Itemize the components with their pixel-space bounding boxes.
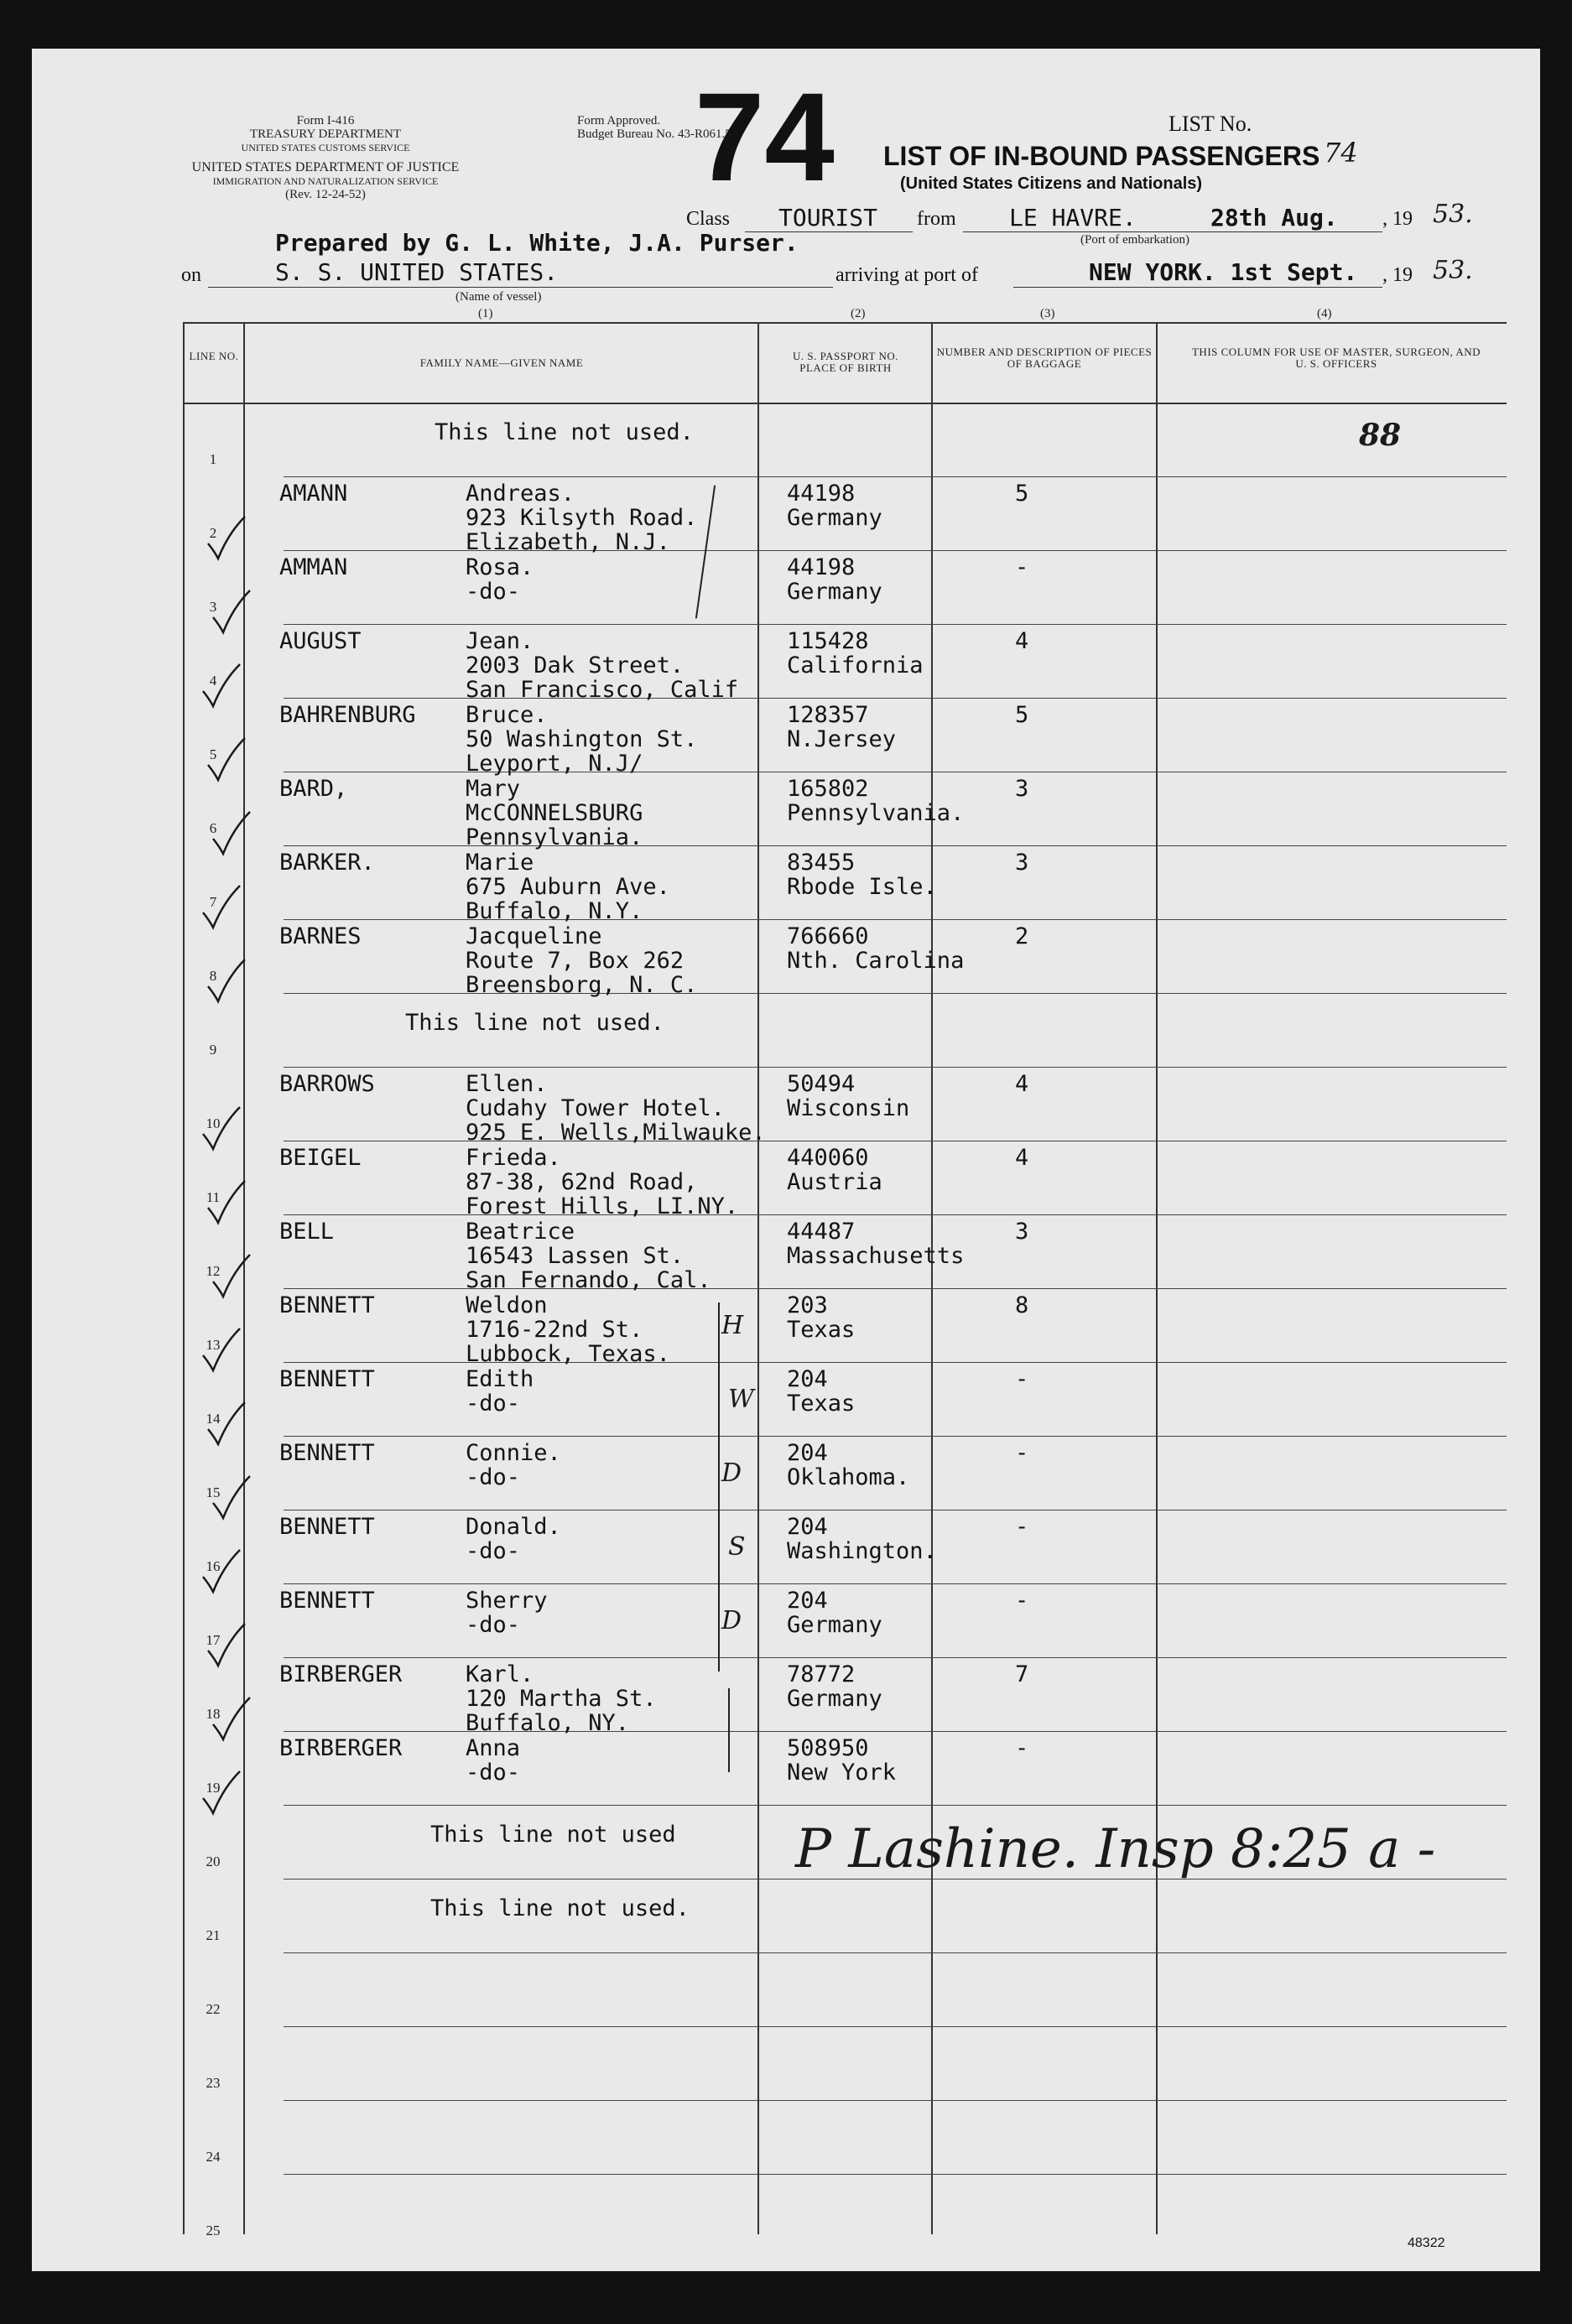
passport-number: 83455	[787, 850, 856, 876]
passport-birth	[787, 1515, 937, 1563]
row-divider	[284, 1805, 1507, 1806]
line-number: 5	[209, 746, 217, 762]
baggage-count: 3	[1015, 850, 1029, 876]
given-line: Buffalo, NY.	[466, 1710, 630, 1736]
given-line: 675 Auburn Ave.	[466, 874, 670, 900]
family-name: AUGUST	[279, 628, 362, 654]
line-number: 10	[206, 1115, 221, 1131]
place-of-birth: Rbode Isle.	[787, 874, 937, 900]
given-line: 87-38, 62nd Road,	[466, 1169, 698, 1195]
given-line: Mary	[466, 776, 521, 802]
check-mark-icon	[210, 1696, 252, 1743]
given-line: Edith	[466, 1366, 534, 1392]
check-mark-icon	[205, 1401, 247, 1448]
given-line: San Fernando, Cal.	[466, 1267, 711, 1293]
given-line: Elizabeth, N.J.	[466, 529, 670, 555]
given-line: Connie.	[466, 1440, 561, 1466]
check-mark-icon	[200, 1327, 242, 1374]
given-line: Sherry	[466, 1588, 548, 1614]
given-line: -do-	[466, 1538, 521, 1564]
passport-birth	[787, 1736, 896, 1785]
col-header-passport: U. S. PASSPORT NO. PLACE OF BIRTH	[793, 350, 898, 374]
given-name-address	[466, 1072, 766, 1145]
place-of-birth: Germany	[787, 1612, 882, 1638]
line-number: 3	[209, 599, 217, 615]
line-number: 11	[206, 1189, 221, 1205]
col-num-3: (3)	[1040, 307, 1055, 320]
list-big-number: 74	[695, 66, 835, 207]
family-name: BIRBERGER	[279, 1661, 403, 1687]
family-name: AMMAN	[279, 554, 348, 580]
family-mark: W	[728, 1385, 754, 1414]
given-name-address	[466, 1588, 548, 1637]
row-divider	[284, 1436, 1507, 1437]
given-line: Buffalo, N.Y.	[466, 898, 643, 924]
passport-birth	[787, 481, 882, 530]
line-number: 2	[209, 525, 217, 541]
departure-year: 53.	[1433, 200, 1473, 229]
line-number: 24	[206, 2149, 221, 2165]
place-of-birth: Germany	[787, 505, 882, 531]
given-line: -do-	[466, 1391, 521, 1417]
form-approved: Form Approved. Budget Bureau No. 43-R061.5	[577, 114, 731, 141]
given-line: Jacqueline	[466, 923, 602, 949]
port-of-embarkation-caption: (Port of embarkation)	[1080, 233, 1189, 247]
passport-number: 78772	[787, 1661, 856, 1687]
family-name: BEIGEL	[279, 1145, 362, 1171]
given-line: 925 E. Wells,Milwauke.	[466, 1120, 766, 1146]
family-mark: D	[721, 1606, 742, 1635]
given-line: 923 Kilsyth Road.	[466, 505, 698, 531]
baggage-count: 5	[1015, 481, 1029, 507]
given-line: Weldon	[466, 1292, 548, 1318]
passport-number: 766660	[787, 923, 869, 949]
given-line: Donald.	[466, 1514, 561, 1540]
check-mark-icon	[200, 1770, 242, 1817]
place-of-birth: Texas	[787, 1391, 856, 1417]
family-name: BARNES	[279, 923, 362, 949]
given-line: McCONNELSBURG	[466, 800, 643, 826]
col-header-family-name: FAMILY NAME—GIVEN NAME	[419, 356, 584, 369]
line-number: 20	[206, 1853, 221, 1869]
check-mark-icon	[205, 958, 247, 1005]
col-header-officers: THIS COLUMN FOR USE OF MASTER, SURGEON, AND U. S. OFFICERS	[1191, 346, 1481, 370]
line-number: 7	[209, 894, 217, 910]
page-title: LIST OF IN-BOUND PASSENGERS	[883, 141, 1320, 171]
family-name: BAHRENBURG	[279, 702, 416, 728]
given-line: 120 Martha St.	[466, 1686, 657, 1712]
baggage-count: 7	[1015, 1661, 1029, 1687]
officer-note-88: 88	[1359, 418, 1402, 453]
family-name: BARKER.	[279, 850, 375, 876]
given-line: Bruce.	[466, 702, 548, 728]
place-of-birth: Oklahoma.	[787, 1464, 910, 1490]
passport-number: 204	[787, 1366, 828, 1392]
col-header-baggage: NUMBER AND DESCRIPTION OF PIECES OF BAGGAGE	[936, 346, 1153, 370]
family-name: BENNETT	[279, 1292, 375, 1318]
family-name: BENNETT	[279, 1588, 375, 1614]
passport-birth	[787, 703, 896, 751]
page-subtitle: (United States Citizens and Nationals)	[900, 174, 1203, 193]
place-of-birth: New York	[787, 1760, 897, 1786]
signature: P Lashine. Insp 8:25 a -	[795, 1818, 1436, 1880]
passport-number: 128357	[787, 702, 869, 728]
line-number: 23	[206, 2075, 221, 2091]
place-of-birth: Texas	[787, 1317, 856, 1343]
arriving-label: arriving at port of	[835, 264, 978, 286]
passport-number: 440060	[787, 1145, 869, 1171]
line-number: 12	[206, 1263, 221, 1279]
baggage-count: 4	[1015, 1145, 1029, 1171]
col-num-2: (2)	[851, 307, 866, 320]
check-mark-icon	[205, 736, 247, 783]
check-mark-icon	[210, 810, 252, 857]
passport-number: 115428	[787, 628, 869, 654]
given-name-address	[466, 1441, 561, 1490]
passport-birth	[787, 1219, 964, 1268]
given-line: Andreas.	[466, 481, 575, 507]
place-of-birth: N.Jersey	[787, 726, 897, 752]
given-line: -do-	[466, 1760, 521, 1786]
given-name-address	[466, 777, 643, 850]
check-mark-icon	[210, 1253, 252, 1300]
place-of-birth: Massachusetts	[787, 1243, 965, 1269]
list-no-value: 74	[1324, 137, 1358, 169]
unused-line-text: This line not used.	[430, 1895, 690, 1921]
col-header-line-no: LINE NO.	[189, 350, 239, 362]
baggage-count: 2	[1015, 923, 1029, 949]
given-line: 16543 Lassen St.	[466, 1243, 684, 1269]
given-line: Beatrice	[466, 1219, 575, 1245]
row-divider	[284, 2100, 1507, 2101]
baggage-count: 4	[1015, 628, 1029, 654]
unused-line-text: This line not used.	[405, 1010, 664, 1036]
row-divider	[284, 624, 1507, 625]
col-num-1: (1)	[478, 307, 493, 320]
family-mark: H	[721, 1311, 744, 1340]
vessel-name: S. S. UNITED STATES.	[275, 258, 559, 286]
check-mark-icon	[200, 884, 242, 931]
family-name: BARROWS	[279, 1071, 375, 1097]
check-mark-icon	[205, 1622, 247, 1669]
unused-line-text: This line not used.	[435, 419, 694, 445]
given-line: Cudahy Tower Hotel.	[466, 1095, 725, 1121]
baggage-count: 8	[1015, 1292, 1029, 1318]
given-line: Route 7, Box 262	[466, 948, 684, 974]
given-line: Lubbock, Texas.	[466, 1341, 670, 1367]
place-of-birth: Nth. Carolina	[787, 948, 965, 974]
passport-birth	[787, 1441, 909, 1490]
line-number: 22	[206, 2001, 221, 2017]
check-mark-icon	[205, 515, 247, 562]
col-num-4: (4)	[1317, 307, 1332, 320]
given-name-address	[466, 703, 697, 776]
given-line: 50 Washington St.	[466, 726, 698, 752]
given-line: Pennsylvania.	[466, 824, 643, 850]
given-line: Jean.	[466, 628, 534, 654]
given-line: Leyport, N.J/	[466, 751, 643, 777]
line-number: 15	[206, 1484, 221, 1500]
passport-birth	[787, 1072, 909, 1120]
check-mark-icon	[200, 663, 242, 710]
family-bracket	[728, 1688, 730, 1772]
given-line: -do-	[466, 1612, 521, 1638]
place-of-birth: Washington.	[787, 1538, 937, 1564]
given-name-address	[466, 629, 738, 702]
passport-number: 508950	[787, 1735, 869, 1761]
list-no-label: LIST No.	[1169, 112, 1252, 136]
family-name: BELL	[279, 1219, 335, 1245]
check-mark-icon	[210, 589, 252, 636]
check-mark-icon	[205, 1179, 247, 1226]
passport-number: 50494	[787, 1071, 856, 1097]
line-number: 1	[209, 451, 217, 467]
family-name: BENNETT	[279, 1440, 375, 1466]
family-name: AMANN	[279, 481, 348, 507]
class-value: TOURIST	[778, 204, 878, 231]
passport-birth	[787, 777, 964, 825]
passport-number: 44487	[787, 1219, 856, 1245]
given-name-address	[466, 1367, 534, 1416]
line-number: 9	[209, 1042, 217, 1058]
family-name: BENNETT	[279, 1514, 375, 1540]
passport-birth	[787, 1293, 855, 1342]
given-name-address	[466, 1146, 738, 1219]
given-line: Marie	[466, 850, 534, 876]
manifest-page	[32, 49, 1540, 2271]
given-name-address	[466, 1736, 520, 1785]
line-number: 4	[209, 673, 217, 689]
passport-number: 204	[787, 1440, 828, 1466]
baggage-count: 3	[1015, 776, 1029, 802]
place-of-birth: Germany	[787, 1686, 882, 1712]
row-divider	[284, 2174, 1507, 2175]
line-number: 14	[206, 1411, 221, 1427]
family-name: BARD,	[279, 776, 348, 802]
vessel-caption: (Name of vessel)	[455, 290, 542, 304]
check-mark-icon	[210, 1474, 252, 1521]
footer-code: 48322	[1408, 2236, 1445, 2250]
family-mark: S	[728, 1532, 746, 1562]
prepared-by: Prepared by G. L. White, J.A. Purser.	[275, 229, 799, 257]
passport-birth	[787, 1146, 882, 1194]
given-name-address	[466, 1662, 657, 1735]
on-label: on	[181, 264, 201, 286]
passport-number: 204	[787, 1514, 828, 1540]
line-number: 21	[206, 1927, 221, 1943]
line-number: 6	[209, 820, 217, 836]
passport-birth	[787, 850, 937, 899]
given-line: -do-	[466, 579, 521, 605]
passport-number: 44198	[787, 481, 856, 507]
passport-birth	[787, 924, 964, 973]
line-number: 8	[209, 968, 217, 984]
passport-birth	[787, 1367, 855, 1416]
given-name-address	[466, 924, 697, 997]
line-number: 16	[206, 1558, 221, 1574]
baggage-count: 3	[1015, 1219, 1029, 1245]
arrival-port-date: NEW YORK. 1st Sept.	[1089, 258, 1358, 286]
place-of-birth: California	[787, 652, 924, 678]
form-header-left: Form I-416 TREASURY DEPARTMENT UNITED STATES CUSTOMS SERVICE UNITED STATES DEPARTMENT OF JUSTICE IMMIGRATION AND NATURALIZATION SERVICE (Rev. 12-24-52)	[191, 114, 460, 201]
given-line: Karl.	[466, 1661, 534, 1687]
passport-number: 44198	[787, 554, 856, 580]
arrival-year-prefix: , 19	[1382, 264, 1413, 286]
given-line: Rosa.	[466, 554, 534, 580]
passport-number: 204	[787, 1588, 828, 1614]
place-of-birth: Austria	[787, 1169, 882, 1195]
passport-birth	[787, 555, 882, 604]
line-number: 19	[206, 1780, 221, 1796]
baggage-count: 4	[1015, 1071, 1029, 1097]
departure-date: 28th Aug.	[1210, 204, 1338, 231]
given-line: Breensborg, N. C.	[466, 972, 698, 998]
baggage-count: -	[1015, 1514, 1029, 1540]
given-name-address	[466, 1293, 670, 1366]
row-divider	[284, 1657, 1507, 1658]
row-divider	[284, 476, 1507, 477]
place-of-birth: Pennsylvania.	[787, 800, 965, 826]
given-line: 1716-22nd St.	[466, 1317, 643, 1343]
line-number: 17	[206, 1632, 221, 1648]
given-name-address	[466, 481, 697, 554]
baggage-count: -	[1015, 1588, 1029, 1614]
given-name-address	[466, 850, 670, 923]
line-number: 13	[206, 1337, 221, 1353]
family-bracket	[695, 486, 716, 619]
given-line: -do-	[466, 1464, 521, 1490]
baggage-count: -	[1015, 554, 1029, 580]
class-label: Class	[686, 208, 731, 230]
row-divider	[284, 1583, 1507, 1584]
passport-birth	[787, 1588, 882, 1637]
row-divider	[284, 1067, 1507, 1068]
baggage-count: -	[1015, 1440, 1029, 1466]
from-value: LE HAVRE.	[1009, 204, 1137, 231]
year-prefix: , 19	[1382, 208, 1413, 230]
passport-number: 165802	[787, 776, 869, 802]
baggage-count: -	[1015, 1735, 1029, 1761]
check-mark-icon	[200, 1548, 242, 1595]
baggage-count: -	[1015, 1366, 1029, 1392]
place-of-birth: Wisconsin	[787, 1095, 910, 1121]
row-divider	[284, 2026, 1507, 2027]
passport-number: 203	[787, 1292, 828, 1318]
baggage-count: 5	[1015, 702, 1029, 728]
line-number: 25	[206, 2223, 221, 2238]
given-line: Frieda.	[466, 1145, 561, 1171]
family-mark: D	[721, 1458, 742, 1488]
check-mark-icon	[200, 1105, 242, 1152]
passport-birth	[787, 629, 924, 678]
given-line: Anna	[466, 1735, 521, 1761]
given-line: Ellen.	[466, 1071, 548, 1097]
given-name-address	[466, 1219, 711, 1292]
family-name: BENNETT	[279, 1366, 375, 1392]
from-label: from	[917, 208, 956, 230]
line-number: 18	[206, 1706, 221, 1722]
given-line: 2003 Dak Street.	[466, 652, 684, 678]
family-name: BIRBERGER	[279, 1735, 403, 1761]
given-line: Forest Hills, LI.NY.	[466, 1193, 739, 1219]
row-divider	[284, 1952, 1507, 1953]
family-bracket	[718, 1302, 720, 1672]
unused-line-text: This line not used	[430, 1822, 676, 1848]
given-line: San Francisco, Calif	[466, 677, 739, 703]
given-name-address	[466, 555, 534, 604]
passport-birth	[787, 1662, 882, 1711]
given-name-address	[466, 1515, 561, 1563]
arrival-year: 53.	[1433, 256, 1473, 285]
place-of-birth: Germany	[787, 579, 882, 605]
